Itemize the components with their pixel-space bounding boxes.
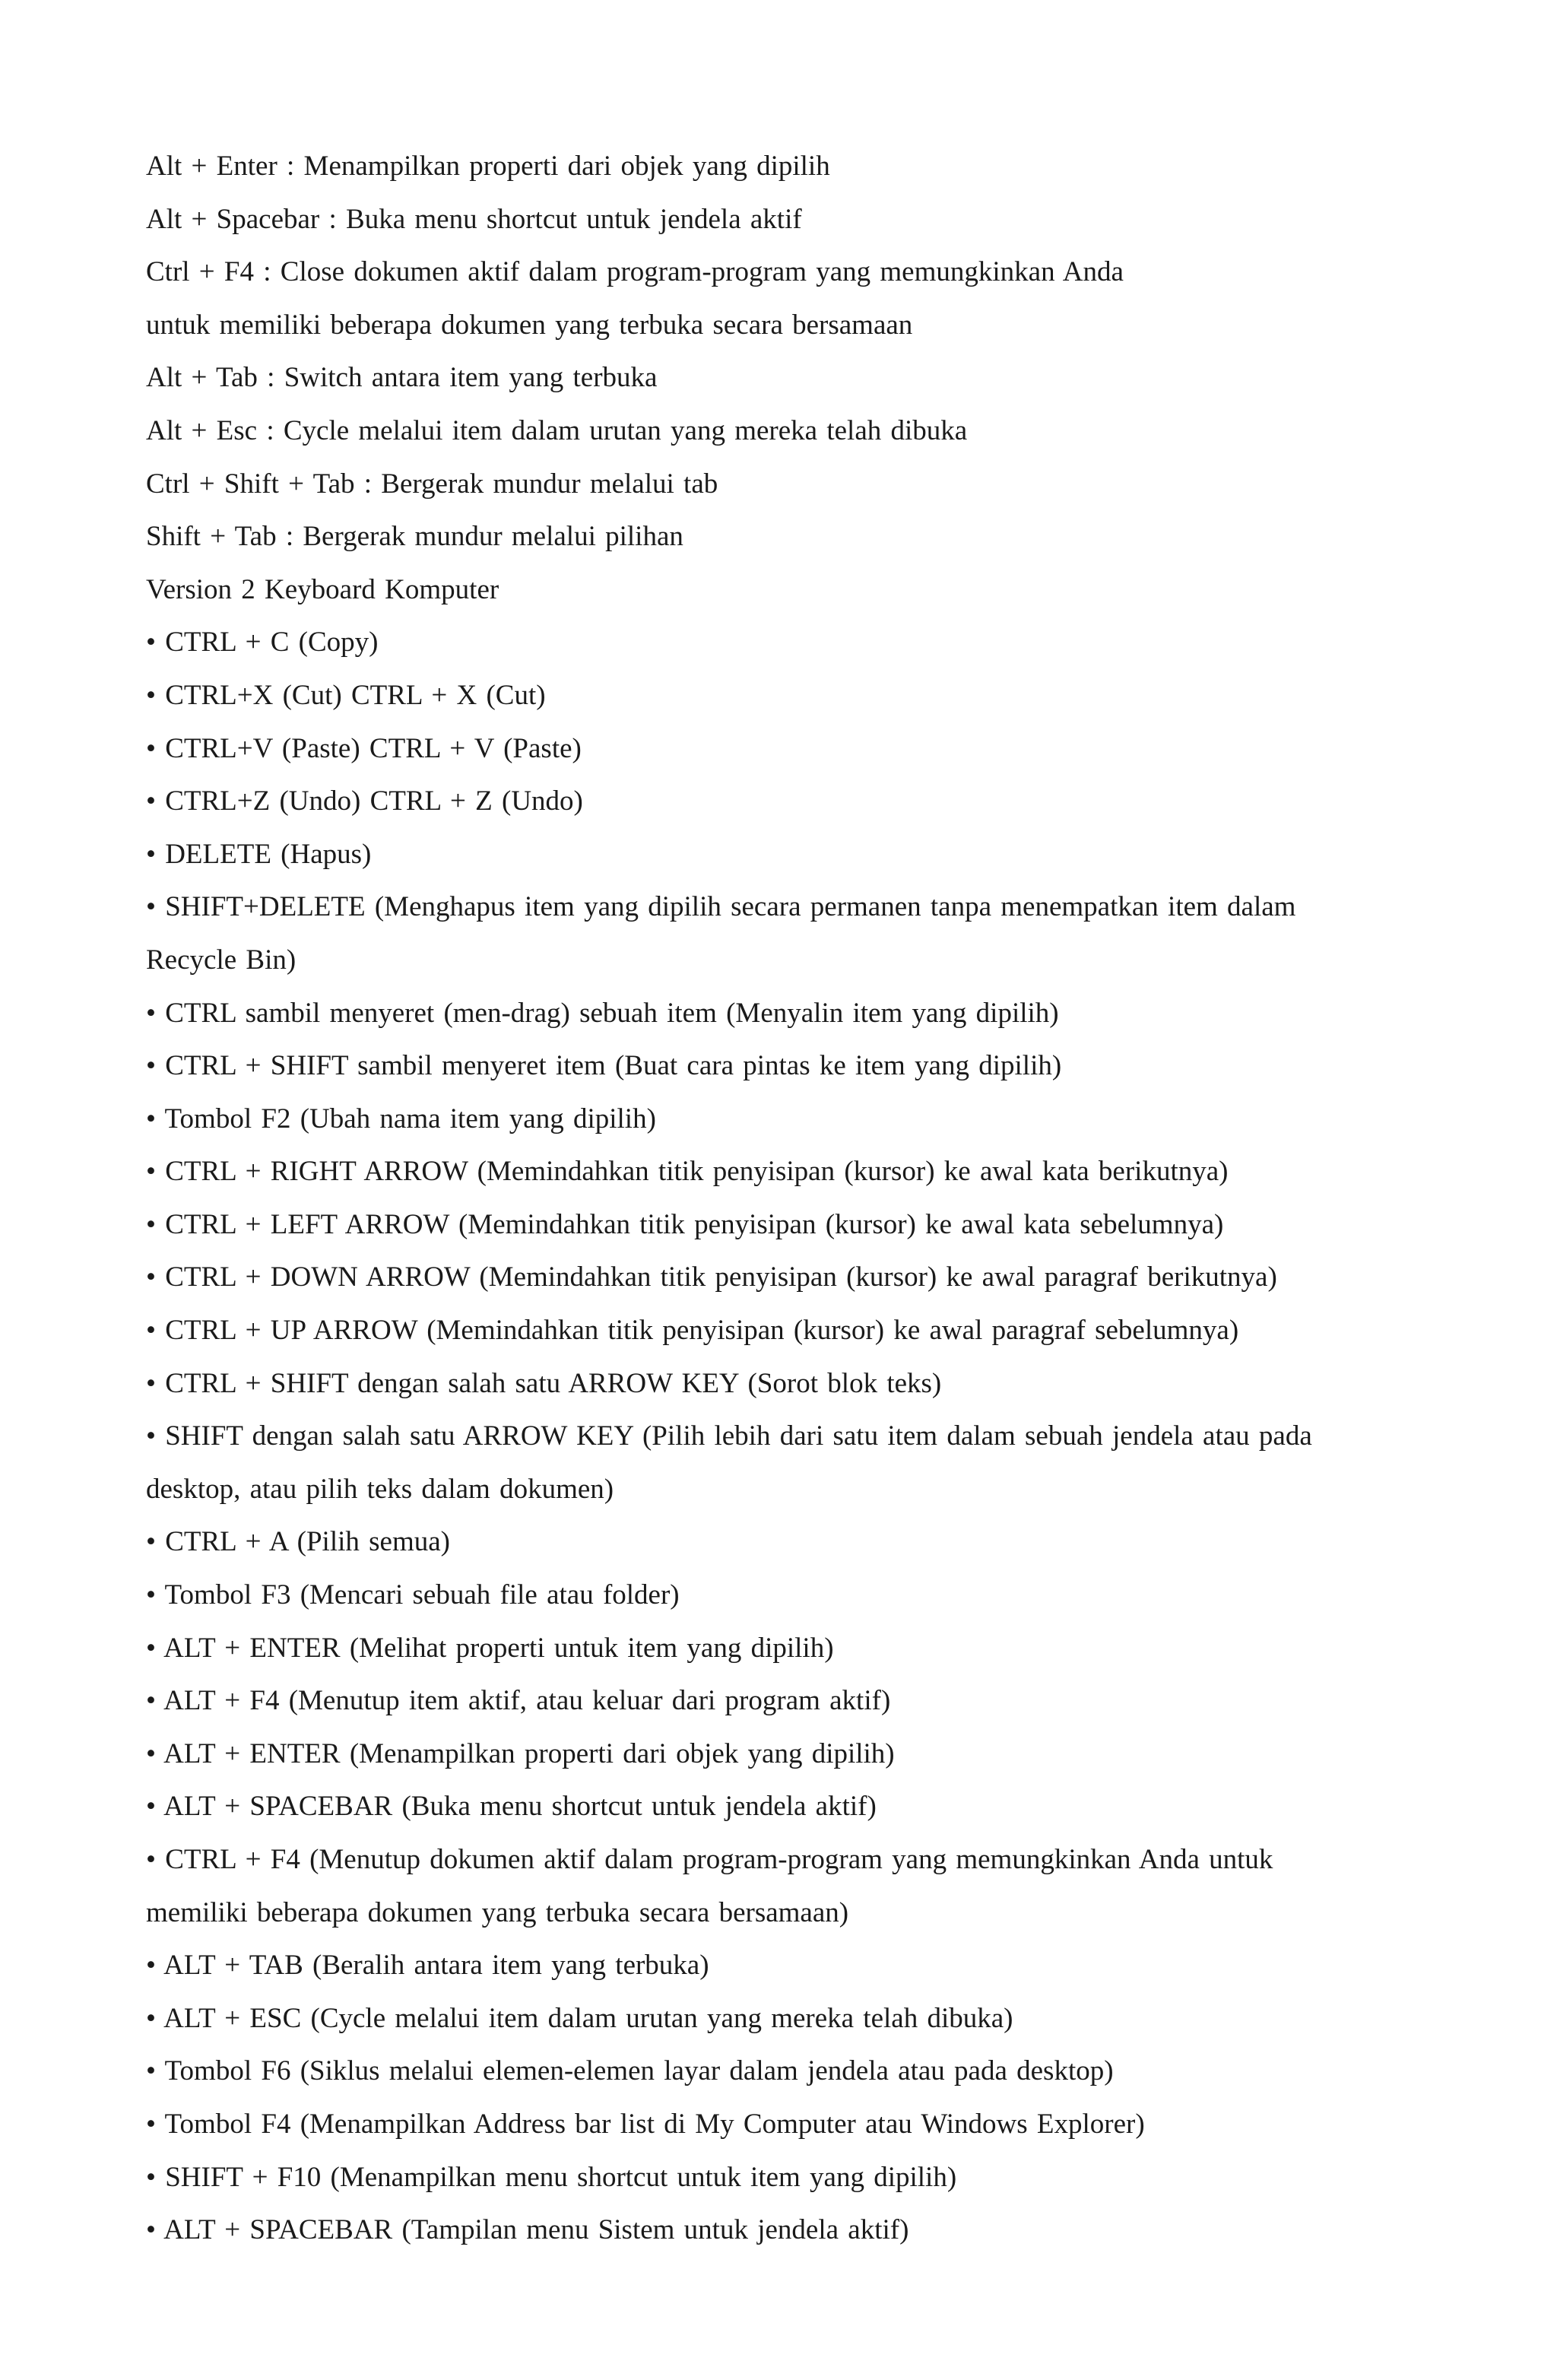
document-line: • SHIFT + F10 (Menampilkan menu shortcut untuk item yang dipilih) xyxy=(146,2161,957,2193)
document-line: Alt + Enter : Menampilkan properti dari objek yang dipilih xyxy=(146,151,830,182)
document-line: • ALT + F4 (Menutup item aktif, atau keluar dari program aktif) xyxy=(146,1685,891,1717)
document-text-body xyxy=(146,140,1454,2257)
document-line: • CTRL + RIGHT ARROW (Memindahkan titik penyisipan (kursor) ke awal kata berikutnya) xyxy=(146,1156,1229,1188)
document-line: Ctrl + F4 : Close dokumen aktif dalam program-program yang memungkinkan Anda xyxy=(146,256,1124,288)
document-line: memiliki beberapa dokumen yang terbuka secara bersamaan) xyxy=(146,1896,849,1928)
document-line: • SHIFT+DELETE (Menghapus item yang dipilih secara permanen tanpa menempatkan item dalam xyxy=(146,891,1296,923)
document-line: • CTRL+X (Cut) CTRL + X (Cut) xyxy=(146,679,546,711)
document-line: • CTRL + F4 (Menutup dokumen aktif dalam program-program yang memungkinkan Anda untuk xyxy=(146,1844,1273,1875)
document-line: • ALT + ENTER (Melihat properti untuk item yang dipilih) xyxy=(146,1632,834,1664)
document-line: • CTRL+V (Paste) CTRL + V (Paste) xyxy=(146,732,582,764)
document-line: • CTRL + LEFT ARROW (Memindahkan titik penyisipan (kursor) ke awal kata sebelumnya) xyxy=(146,1208,1224,1240)
document-line: • CTRL + C (Copy) xyxy=(146,627,379,658)
document-line: • DELETE (Hapus) xyxy=(146,838,372,870)
document-line: • ALT + TAB (Beralih antara item yang terbuka) xyxy=(146,1950,709,1982)
document-line: • CTRL sambil menyeret (men-drag) sebuah item (Menyalin item yang dipilih) xyxy=(146,997,1059,1029)
document-line: • Tombol F4 (Menampilkan Address bar list di My Computer atau Windows Explorer) xyxy=(146,2108,1145,2140)
document-line: Alt + Tab : Switch antara item yang terbuka xyxy=(146,362,658,394)
document-line: • CTRL+Z (Undo) CTRL + Z (Undo) xyxy=(146,785,583,817)
document-line: Version 2 Keyboard Komputer xyxy=(146,573,499,605)
document-line: • Tombol F6 (Siklus melalui elemen-elemen layar dalam jendela atau pada desktop) xyxy=(146,2055,1114,2087)
document-line: • Tombol F3 (Mencari sebuah file atau folder) xyxy=(146,1579,680,1611)
document-line: • CTRL + SHIFT dengan salah satu ARROW KEY (Sorot blok teks) xyxy=(146,1367,942,1399)
document-line: • CTRL + A (Pilih semua) xyxy=(146,1526,450,1558)
document-line: desktop, atau pilih teks dalam dokumen) xyxy=(146,1473,614,1505)
document-line: • CTRL + DOWN ARROW (Memindahkan titik penyisipan (kursor) ke awal paragraf berikutnya) xyxy=(146,1261,1277,1293)
document-line: • ALT + SPACEBAR (Buka menu shortcut untuk jendela aktif) xyxy=(146,1791,877,1823)
document-line: Alt + Spacebar : Buka menu shortcut untuk jendela aktif xyxy=(146,203,802,235)
document-line: Recycle Bin) xyxy=(146,944,296,976)
document-line: • ALT + ESC (Cycle melalui item dalam urutan yang mereka telah dibuka) xyxy=(146,2002,1013,2034)
document-line: • Tombol F2 (Ubah nama item yang dipilih) xyxy=(146,1103,656,1134)
document-line: • CTRL + UP ARROW (Memindahkan titik penyisipan (kursor) ke awal paragraf sebelumnya) xyxy=(146,1315,1239,1347)
document-line: untuk memiliki beberapa dokumen yang terbuka secara bersamaan xyxy=(146,309,913,341)
document-line: • CTRL + SHIFT sambil menyeret item (Buat cara pintas ke item yang dipilih) xyxy=(146,1050,1062,1082)
document-line: • ALT + SPACEBAR (Tampilan menu Sistem untuk jendela aktif) xyxy=(146,2214,909,2246)
document-line: Alt + Esc : Cycle melalui item dalam urutan yang mereka telah dibuka xyxy=(146,414,968,446)
document-line: Shift + Tab : Bergerak mundur melalui pilihan xyxy=(146,521,683,553)
document-line: • SHIFT dengan salah satu ARROW KEY (Pilih lebih dari satu item dalam sebuah jendela atau pada xyxy=(146,1420,1312,1452)
document-line: Ctrl + Shift + Tab : Bergerak mundur melalui tab xyxy=(146,468,718,500)
document-line: • ALT + ENTER (Menampilkan properti dari objek yang dipilih) xyxy=(146,1737,895,1769)
